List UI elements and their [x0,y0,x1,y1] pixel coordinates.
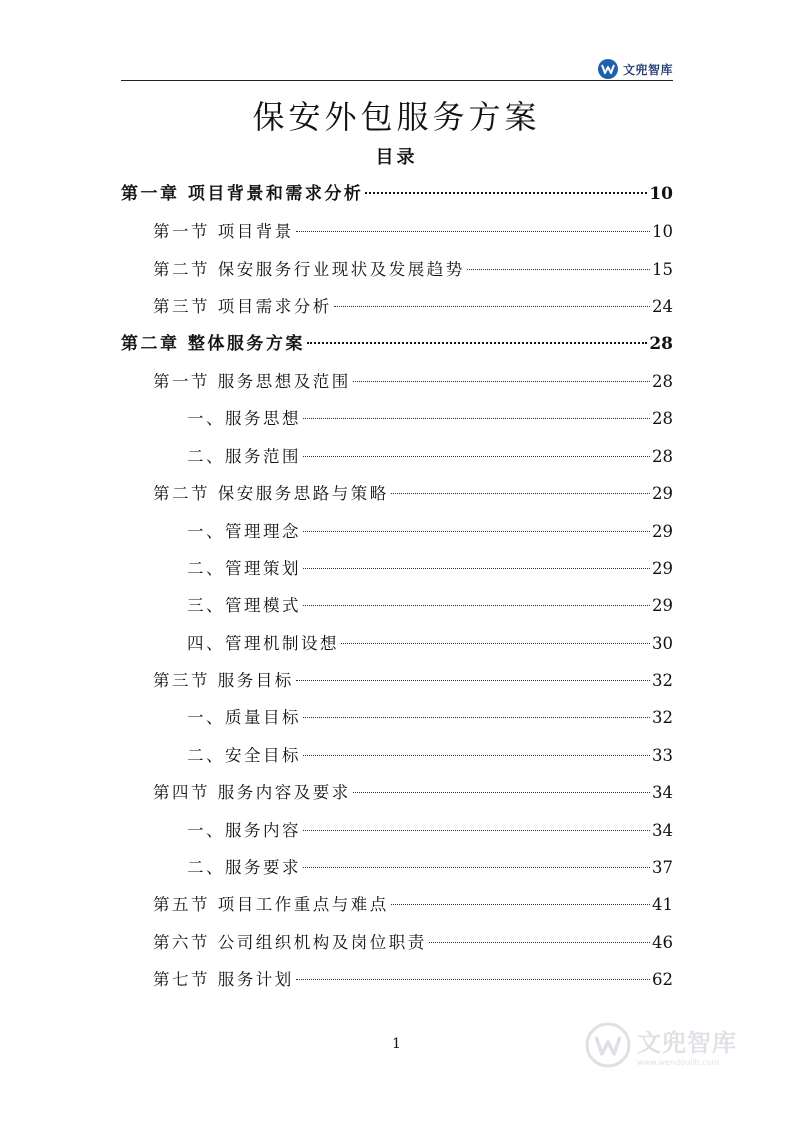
toc-entry[interactable] [121,774,673,811]
toc-entry-page: 10 [649,184,673,204]
toc-entry-label: 第二节 保安服务行业现状及发展趋势 [153,259,465,279]
toc-dot-leader [303,568,650,569]
toc-entry-page: 29 [652,558,673,578]
document-title: 保安外包服务方案 [252,98,541,136]
toc-dot-leader [303,605,650,606]
toc-entry[interactable] [121,849,673,886]
toc-entry[interactable] [121,924,673,961]
toc-entry-page: 29 [652,521,673,541]
toc-entry-page: 33 [652,745,673,765]
toc-entry-label: 二、安全目标 [187,745,301,765]
toc-entry-label: 一、服务内容 [187,820,301,840]
header-logo [597,58,673,80]
toc-entry-label: 第五节 项目工作重点与难点 [153,895,389,915]
toc-entry-page: 29 [652,596,673,616]
toc-entry[interactable] [121,961,673,998]
toc-entry-label: 第二章 整体服务方案 [121,333,305,354]
toc-entry[interactable] [121,699,673,736]
toc-dot-leader [365,192,647,194]
toc-entry[interactable] [121,176,673,213]
toc-dot-leader [391,904,650,905]
toc-dot-leader [353,381,650,382]
toc-dot-leader [303,456,650,457]
toc-dot-leader [303,717,650,718]
toc-entry-page: 30 [652,633,673,653]
toc-entry[interactable] [121,251,673,288]
toc-entry[interactable] [121,438,673,475]
watermark-url: www.wendoulib.com [637,1058,720,1067]
toc-entry[interactable] [121,737,673,774]
watermark-text: 文兜智库 [637,1029,737,1057]
toc-entry-label: 第一节 项目背景 [153,222,294,242]
toc-entry-page: 41 [652,895,673,915]
toc-entry-label: 第三节 项目需求分析 [153,297,332,317]
toc-dot-leader [391,493,650,494]
toc-entry-page: 15 [652,259,673,279]
toc-entry[interactable] [121,886,673,923]
toc-entry-label: 第六节 公司组织机构及岗位职责 [153,932,427,952]
toc-entry-label: 二、服务要求 [187,858,301,878]
toc-entry-page: 37 [652,858,673,878]
toc-entry[interactable] [121,363,673,400]
toc-dot-leader [467,269,650,270]
toc-entry[interactable] [121,812,673,849]
toc-entry-page: 34 [652,783,673,803]
toc-entry-label: 第二节 保安服务思路与策略 [153,484,389,504]
toc-entry-label: 第七节 服务计划 [153,970,294,990]
page-number: 1 [392,1036,401,1052]
toc-entry-page: 28 [652,446,673,466]
toc-entry[interactable] [121,625,673,662]
toc-entry-label: 第一章 项目背景和需求分析 [121,184,364,204]
toc-dot-leader [303,830,650,831]
toc-dot-leader [334,306,650,307]
toc-dot-leader [303,867,650,868]
toc-entry-label: 一、质量目标 [187,708,301,728]
toc-dot-leader [307,342,647,344]
toc-heading: 目录 [375,147,418,168]
header-rule [121,80,673,81]
toc-entry-label: 四、管理机制设想 [187,633,339,653]
toc-dot-leader [353,792,650,793]
toc-entry-page: 29 [652,484,673,504]
toc-entry[interactable] [121,326,673,363]
toc-entry[interactable] [121,213,673,250]
toc-entry-page: 28 [652,409,673,429]
toc-dot-leader [303,418,650,419]
toc-entry[interactable] [121,400,673,437]
toc-entry-page: 24 [652,297,673,317]
table-of-contents [121,176,673,999]
toc-entry-page: 62 [652,970,673,990]
toc-entry-label: 第四节 服务内容及要求 [153,783,351,803]
toc-dot-leader [296,979,650,980]
toc-entry[interactable] [121,475,673,512]
watermark-text-block [637,1023,737,1067]
toc-entry-page: 32 [652,671,673,691]
toc-entry-page: 10 [652,222,673,242]
toc-entry[interactable] [121,513,673,550]
toc-entry-page: 34 [652,820,673,840]
toc-dot-leader [296,680,650,681]
toc-dot-leader [296,231,650,232]
toc-dot-leader [341,643,650,644]
toc-entry-label: 一、管理理念 [187,521,301,541]
toc-entry-label: 二、服务范围 [187,446,301,466]
toc-entry[interactable] [121,550,673,587]
toc-entry-label: 三、管理模式 [187,596,301,616]
toc-dot-leader [303,755,650,756]
toc-entry[interactable] [121,587,673,624]
toc-entry-page: 28 [649,333,673,354]
toc-entry-page: 46 [652,932,673,952]
toc-entry-page: 28 [652,371,673,391]
toc-entry-label: 第一节 服务思想及范围 [153,371,351,391]
wendou-logo-icon [597,58,619,80]
wendou-watermark-icon [585,1022,631,1068]
toc-dot-leader [429,942,650,943]
toc-entry-page: 32 [652,708,673,728]
toc-entry-label: 第三节 服务目标 [153,671,294,691]
toc-entry-label: 二、管理策划 [187,558,301,578]
toc-entry-label: 一、服务思想 [187,409,301,429]
logo-text: 文兜智库 [622,62,673,77]
watermark [585,1022,737,1068]
toc-entry[interactable] [121,662,673,699]
toc-dot-leader [303,531,650,532]
toc-entry[interactable] [121,288,673,325]
